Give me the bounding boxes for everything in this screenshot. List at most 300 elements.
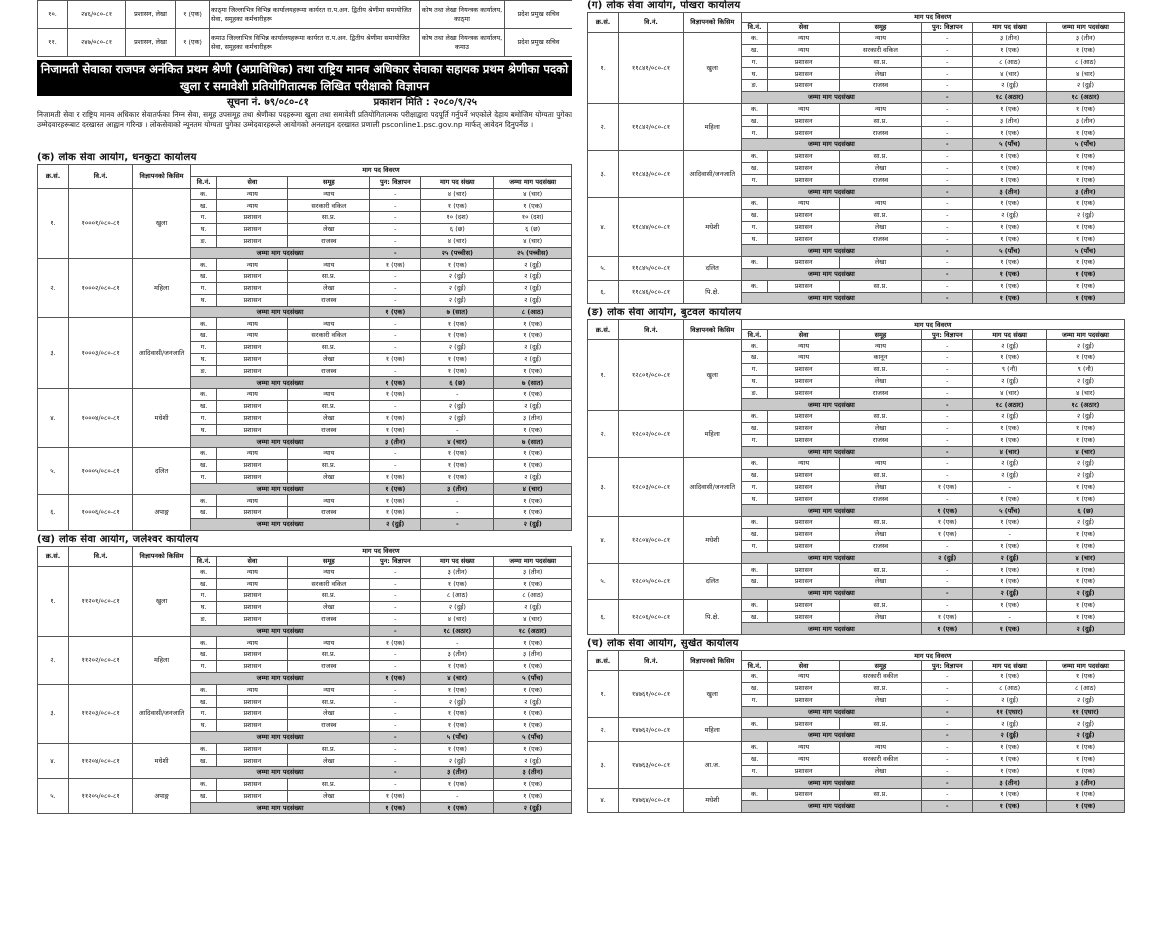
total-count-cell: ४ (चार)	[494, 613, 572, 625]
total-post-count: १८ (अठार)	[973, 399, 1047, 411]
table-row	[588, 718, 1125, 730]
group-cell: लेखा	[839, 68, 921, 80]
table-row	[38, 779, 572, 791]
total-count-cell: २ (दुई)	[1046, 80, 1124, 92]
post-count-cell: १ (एक)	[973, 280, 1047, 292]
group-type: मधेशी	[133, 743, 191, 778]
total-label: जम्मा माग पदसंख्या	[190, 306, 369, 318]
total-count-cell: २ (दुई)	[1046, 411, 1124, 423]
notice-number: सूचना नं. ७९/०८०-८१	[227, 97, 309, 108]
header-sub-number: वि.नं.	[190, 556, 217, 566]
header-post-count: माग पद संख्या	[973, 661, 1047, 671]
service-cell: प्रशासन	[217, 235, 288, 247]
header-readvertise: पुन: विज्ञापन	[922, 661, 973, 671]
group-serial: ३.	[38, 684, 69, 743]
sub-number-cell: ख.	[190, 400, 217, 412]
header-total-count: जम्मा माग पदसंख्या	[494, 176, 572, 188]
service-cell: प्रशासन	[768, 209, 839, 221]
sub-number-cell: क.	[741, 150, 768, 162]
total-count-cell: ८ (आठ)	[494, 590, 572, 602]
service-cell: न्याय	[768, 198, 839, 210]
total-count-cell: १ (एक)	[1046, 221, 1124, 233]
group-cell: राजस्व	[839, 127, 921, 139]
header-post-count: माग पद संख्या	[421, 556, 494, 566]
group-type: आदिवासी/जनजाति	[133, 318, 191, 389]
group-ad-number: १०००३/०८०-८१	[69, 318, 133, 389]
group-cell: राजस्व	[288, 613, 370, 625]
total-total-count: ११ (एघार)	[1046, 706, 1124, 718]
header-post-count: माग पद संख्या	[973, 330, 1047, 340]
post-count-cell: -	[421, 424, 494, 436]
previous-notice-row	[38, 1, 573, 29]
total-post-count: ३ (तीन)	[421, 483, 494, 495]
group-type: महिला	[133, 259, 191, 318]
post-count-cell: १ (एक)	[421, 318, 494, 330]
total-readvertise: १ (एक)	[370, 483, 421, 495]
group-ad-number: १०००४/०८०-८१	[69, 389, 133, 448]
readvertise-cell: -	[370, 223, 421, 235]
total-readvertise: -	[922, 91, 973, 103]
readvertise-cell: -	[922, 280, 973, 292]
total-readvertise: -	[922, 777, 973, 789]
post-count-cell: १ (एक)	[421, 661, 494, 673]
group-ad-number: ११२०१/०८०-८१	[69, 566, 133, 637]
total-count-cell: १ (एक)	[494, 448, 572, 460]
total-readvertise: -	[370, 247, 421, 259]
total-label: जम्मा माग पदसंख्या	[741, 268, 921, 280]
group-cell: न्याय	[288, 448, 370, 460]
readvertise-cell: १ (एक)	[370, 637, 421, 649]
group-type: अपाङ्ग	[133, 779, 191, 814]
office-table-butwal	[587, 319, 1125, 635]
post-count-cell: २ (दुई)	[973, 209, 1047, 221]
group-cell: न्याय	[839, 340, 921, 352]
group-cell: सा.प्र.	[839, 411, 921, 423]
total-count-cell: १ (एक)	[494, 661, 572, 673]
sub-number-cell: क.	[190, 318, 217, 330]
table-row	[588, 340, 1125, 352]
readvertise-cell: -	[922, 470, 973, 482]
total-label: जम्मा माग पदसंख्या	[741, 706, 921, 718]
total-readvertise: -	[922, 588, 973, 600]
service-cell: प्रशासन	[217, 294, 288, 306]
group-type: मधेशी	[133, 389, 191, 448]
service-cell: प्रशासन	[217, 471, 288, 483]
total-count-cell: २ (दुई)	[494, 353, 572, 365]
group-type: आदिवासी/जनजाति	[133, 684, 191, 743]
total-count-cell: २ (दुई)	[494, 271, 572, 283]
readvertise-cell: -	[922, 765, 973, 777]
service-cell: प्रशासन	[217, 696, 288, 708]
sub-number-cell: ख.	[190, 507, 217, 519]
sub-number-cell: ख.	[741, 115, 768, 127]
total-post-count: ५ (पाँच)	[421, 731, 494, 743]
service-cell: प्रशासन	[768, 375, 839, 387]
group-cell: सा.प्र.	[839, 150, 921, 162]
group-ad-number: ११२०५/०८०-८१	[69, 779, 133, 814]
group-ad-number: ११८४६/०८०-८१	[619, 280, 684, 304]
group-ad-number: ११८४५/०८०-८१	[619, 257, 684, 281]
service-cell: न्याय	[768, 753, 839, 765]
section-title-dhankuta: (क) लोक सेवा आयोग, धनकुटा कार्यालय	[37, 152, 197, 163]
total-label: जम्मा माग पदसंख्या	[741, 186, 921, 198]
section-title-butwal: (ङ) लोक सेवा आयोग, बुटवल कार्यालय	[587, 307, 742, 319]
total-post-count: ५ (पाँच)	[973, 505, 1047, 517]
post-count-cell: १ (एक)	[421, 330, 494, 342]
total-post-count: ७ (सात)	[421, 306, 494, 318]
group-cell: राजस्व	[288, 661, 370, 673]
total-post-count: १८ (अठार)	[421, 625, 494, 637]
sub-number-cell: क.	[190, 566, 217, 578]
total-count-cell: १ (एक)	[1046, 422, 1124, 434]
group-serial: ४.	[588, 517, 619, 564]
post-count-cell: १ (एक)	[421, 353, 494, 365]
readvertise-cell: -	[922, 115, 973, 127]
service-cell: प्रशासन	[768, 789, 839, 801]
total-readvertise: १ (एक)	[370, 672, 421, 684]
group-cell: लेखा	[839, 765, 921, 777]
group-cell: सा.प्र.	[839, 599, 921, 611]
total-count-cell: १ (एक)	[1046, 599, 1124, 611]
readvertise-cell: -	[922, 198, 973, 210]
sub-number-cell: ख.	[741, 529, 768, 541]
group-cell: कानून	[839, 352, 921, 364]
group-cell: सा.प्र.	[839, 280, 921, 292]
group-type: खुला	[133, 188, 191, 259]
total-count-cell: ४ (चार)	[1046, 68, 1124, 80]
total-readvertise: -	[922, 292, 973, 304]
group-serial: ३.	[38, 318, 69, 389]
post-count-cell: १ (एक)	[421, 471, 494, 483]
post-count-cell: ३ (तीन)	[973, 115, 1047, 127]
total-total-count: ७ (सात)	[494, 377, 572, 389]
group-ad-number: ११८४३/०८०-८१	[619, 150, 684, 197]
table-row	[588, 33, 1125, 45]
readvertise-cell: -	[922, 458, 973, 470]
post-count-cell: १ (एक)	[973, 599, 1047, 611]
sub-number-cell: घ.	[190, 424, 217, 436]
group-cell: सा.प्र.	[288, 590, 370, 602]
total-count-cell: ४ (चार)	[494, 188, 572, 200]
service-cell: न्याय	[217, 318, 288, 330]
sub-number-cell: ख.	[741, 162, 768, 174]
total-count-cell: १ (एक)	[494, 459, 572, 471]
total-post-count: १ (एक)	[973, 623, 1047, 635]
readvertise-cell: -	[370, 294, 421, 306]
service-cell: प्रशासन	[768, 387, 839, 399]
post-count-cell: १ (एक)	[973, 44, 1047, 56]
group-cell: राजस्व	[839, 174, 921, 186]
sub-number-cell: ग.	[741, 694, 768, 706]
table-row	[588, 599, 1125, 611]
sub-number-cell: क.	[741, 458, 768, 470]
total-readvertise: १ (एक)	[370, 802, 421, 814]
total-count-cell: १ (एक)	[494, 637, 572, 649]
group-type: महिला	[683, 718, 741, 742]
sub-number-cell: ग.	[190, 412, 217, 424]
total-count-cell: १ (एक)	[494, 708, 572, 720]
post-count-cell: ८ (आठ)	[421, 590, 494, 602]
table-row	[38, 637, 572, 649]
post-count-cell: १ (एक)	[421, 743, 494, 755]
header-readvertise: पुन: विज्ञापन	[370, 556, 421, 566]
sub-number-cell: क.	[741, 411, 768, 423]
group-serial: २.	[38, 259, 69, 318]
header-total-count: जम्मा माग पदसंख्या	[1046, 661, 1124, 671]
group-cell: लेखा	[839, 576, 921, 588]
service-cell: प्रशासन	[768, 233, 839, 245]
total-count-cell: १ (एक)	[1046, 481, 1124, 493]
group-cell: न्याय	[288, 684, 370, 696]
service-cell: प्रशासन	[768, 280, 839, 292]
group-cell: न्याय	[288, 188, 370, 200]
header-readvertise: पुन: विज्ञापन	[370, 176, 421, 188]
post-count-cell: १ (एक)	[421, 259, 494, 271]
total-post-count: १ (एक)	[421, 802, 494, 814]
service-cell: प्रशासन	[217, 223, 288, 235]
sub-number-cell: क.	[190, 684, 217, 696]
service-cell: प्रशासन	[217, 613, 288, 625]
group-serial: ६.	[588, 280, 619, 304]
header-serial: क्र.सं.	[588, 13, 619, 33]
total-count-cell: ६ (छ)	[494, 223, 572, 235]
post-count-cell: -	[421, 507, 494, 519]
table-row	[38, 318, 572, 330]
post-count-cell: २ (दुई)	[421, 696, 494, 708]
sub-number-cell: ङ.	[190, 613, 217, 625]
header-ad-number: वि.नं.	[619, 651, 684, 671]
total-total-count: २ (दुई)	[494, 802, 572, 814]
total-total-count: ४ (चार)	[494, 483, 572, 495]
readvertise-cell: -	[922, 411, 973, 423]
office-cell: कोष तथा लेखा नियन्त्रक कार्यालय, कमाउ	[420, 29, 505, 57]
header-type: विज्ञापनको किसिम	[133, 165, 191, 189]
group-serial: ५.	[588, 564, 619, 599]
total-count-cell: ४ (चार)	[1046, 387, 1124, 399]
service-cell: प्रशासन	[217, 353, 288, 365]
readvertise-cell: १ (एक)	[922, 611, 973, 623]
total-post-count: ११ (एघार)	[973, 706, 1047, 718]
header-post-details: माग पद विवरण	[741, 13, 1124, 23]
service-cell: प्रशासन	[217, 212, 288, 224]
post-count-cell: १ (एक)	[973, 150, 1047, 162]
post-count-cell: ९ (नौ)	[973, 363, 1047, 375]
post-count-cell: -	[973, 481, 1047, 493]
group-cell: न्याय	[288, 389, 370, 401]
readvertise-cell: -	[922, 493, 973, 505]
group-type: मधेशी	[683, 198, 741, 257]
group-serial: ५.	[38, 779, 69, 814]
post-count-cell: २ (दुई)	[973, 470, 1047, 482]
group-serial: ४.	[38, 743, 69, 778]
total-total-count: ७ (सात)	[494, 436, 572, 448]
header-ad-number: वि.नं.	[69, 546, 133, 566]
group-ad-number: १२८०१/०८०-८१	[619, 340, 684, 411]
table-row	[38, 448, 572, 460]
total-post-count: २ (दुई)	[973, 552, 1047, 564]
total-count-cell: १ (एक)	[494, 330, 572, 342]
group-cell: न्याय	[839, 458, 921, 470]
total-count-cell: २ (दुई)	[1046, 470, 1124, 482]
sub-number-cell: ख.	[741, 753, 768, 765]
post-count-cell: २ (दुई)	[973, 375, 1047, 387]
post-count-cell: -	[421, 790, 494, 802]
table-row	[38, 495, 572, 507]
group-cell: सा.प्र.	[288, 649, 370, 661]
total-count-cell: १ (एक)	[494, 507, 572, 519]
readvertise-cell: -	[370, 318, 421, 330]
group-cell: सा.प्र.	[288, 271, 370, 283]
sub-number-cell: ङ.	[190, 365, 217, 377]
table-row	[588, 150, 1125, 162]
sub-number-cell: क.	[741, 671, 768, 683]
sub-number-cell: क.	[190, 779, 217, 791]
group-cell: लेखा	[288, 353, 370, 365]
post-count-cell: २ (दुई)	[973, 458, 1047, 470]
sub-number-cell: ङ.	[741, 387, 768, 399]
group-cell: राजस्व	[288, 424, 370, 436]
total-readvertise: -	[922, 268, 973, 280]
post-count-cell: १ (एक)	[973, 517, 1047, 529]
sub-number-cell: घ.	[190, 353, 217, 365]
header-readvertise: पुन: विज्ञापन	[922, 23, 973, 33]
total-count-cell: ३ (तीन)	[494, 649, 572, 661]
office-cell: कोष तथा लेखा नियन्त्रक कार्यालय, काठ्मा	[420, 1, 505, 29]
total-readvertise: -	[922, 730, 973, 742]
service-cell: प्रशासन	[768, 683, 839, 695]
total-count-cell: १ (एक)	[1046, 150, 1124, 162]
service-cell: प्रशासन	[217, 743, 288, 755]
total-count-cell: १ (एक)	[1046, 280, 1124, 292]
post-count-cell: ४ (चार)	[421, 235, 494, 247]
group-ad-number: १२८०६/०८०-८१	[619, 599, 684, 634]
total-count-cell: १ (एक)	[1046, 564, 1124, 576]
group-cell: न्याय	[839, 742, 921, 754]
header-total-count: जम्मा माग पदसंख्या	[1046, 330, 1124, 340]
total-label: जम्मा माग पदसंख्या	[190, 436, 369, 448]
total-readvertise: -	[922, 139, 973, 151]
readvertise-cell: -	[370, 341, 421, 353]
group-cell: लेखा	[839, 694, 921, 706]
service-cell: न्याय	[768, 458, 839, 470]
group-ad-number: ११८४२/०८०-८१	[619, 103, 684, 150]
post-count-cell: १ (एक)	[973, 540, 1047, 552]
sub-number-cell: ग.	[190, 341, 217, 353]
group-cell: लेखा	[839, 422, 921, 434]
total-total-count: ४ (चार)	[1046, 552, 1124, 564]
group-cell: सरकारी वकिल	[288, 200, 370, 212]
service-cell: प्रशासन	[768, 564, 839, 576]
sub-number-cell: ङ.	[190, 235, 217, 247]
sub-number-cell: क.	[741, 742, 768, 754]
post-count-cell: १ (एक)	[421, 459, 494, 471]
total-total-count: ३ (तीन)	[1046, 777, 1124, 789]
service-cell: न्याय	[217, 495, 288, 507]
post-count-cell: १ (एक)	[973, 765, 1047, 777]
group-cell: लेखा	[839, 529, 921, 541]
sub-number-cell: ख.	[741, 611, 768, 623]
readvertise-cell: -	[370, 459, 421, 471]
total-count-cell: १ (एक)	[1046, 765, 1124, 777]
sub-number-cell: ग.	[741, 363, 768, 375]
post-count-cell: १ (एक)	[973, 422, 1047, 434]
total-count-cell: १ (एक)	[1046, 789, 1124, 801]
total-count-cell: १ (एक)	[494, 495, 572, 507]
table-row	[588, 198, 1125, 210]
service-cell: प्रशासन	[217, 341, 288, 353]
total-post-count: १ (एक)	[973, 801, 1047, 813]
total-count-cell: २ (दुई)	[494, 471, 572, 483]
readvertise-cell: -	[922, 540, 973, 552]
group-ad-number: ११२०३/०८०-८१	[69, 684, 133, 743]
total-count-cell: १ (एक)	[494, 790, 572, 802]
readvertise-cell: १ (एक)	[922, 517, 973, 529]
post-count-cell: १ (एक)	[973, 742, 1047, 754]
group-cell: न्याय	[839, 198, 921, 210]
service-cell: प्रशासन	[217, 400, 288, 412]
total-count-cell: २ (दुई)	[1046, 694, 1124, 706]
sub-number-cell: ख.	[190, 459, 217, 471]
sub-number-cell: ख.	[741, 576, 768, 588]
table-row	[588, 517, 1125, 529]
group-type: आ.ज.	[683, 742, 741, 789]
sub-number-cell: ग.	[190, 661, 217, 673]
group-type: दलित	[133, 448, 191, 495]
post-count-cell: १ (एक)	[176, 29, 210, 57]
post-count-cell: १ (एक)	[973, 352, 1047, 364]
readvertise-cell: १ (एक)	[370, 495, 421, 507]
total-count-cell: १ (एक)	[1046, 434, 1124, 446]
advertisement-banner: निजामती सेवाका राजपत्र अनंकित प्रथम श्रेणी (अप्राविधिक) तथा राष्ट्रिय मानव अधिकार सेवाका सहायक प्रथम श्रेणीका पदको खुला र समावेशी प्रतियोगितात्मक लिखित परीक्षाको विज्ञापन	[37, 60, 572, 96]
group-ad-number: १२८०२/०८०-८१	[619, 411, 684, 458]
total-count-cell: ८ (आठ)	[1046, 56, 1124, 68]
readvertise-cell: -	[922, 387, 973, 399]
group-cell: सा.प्र.	[288, 341, 370, 353]
header-service: सेवा	[768, 23, 839, 33]
total-post-count: २५ (पच्चीस)	[421, 247, 494, 259]
service-cell: न्याय	[217, 684, 288, 696]
post-count-cell: १ (एक)	[973, 257, 1047, 269]
total-label: जम्मा माग पदसंख्या	[741, 139, 921, 151]
group-cell: सरकारी वकिल	[839, 44, 921, 56]
total-total-count: २५ (पच्चीस)	[494, 247, 572, 259]
group-cell: लेखा	[288, 282, 370, 294]
total-readvertise: २ (दुई)	[370, 518, 421, 530]
total-count-cell: १ (एक)	[1046, 198, 1124, 210]
post-count-cell: १ (एक)	[973, 493, 1047, 505]
total-readvertise: -	[922, 446, 973, 458]
readvertise-cell: -	[370, 365, 421, 377]
header-post-details: माग पद विवरण	[741, 651, 1124, 661]
service-cell: न्याय	[768, 340, 839, 352]
readvertise-cell: -	[922, 233, 973, 245]
group-type: खुला	[683, 340, 741, 411]
total-total-count: १ (एक)	[1046, 292, 1124, 304]
serial-cell: १०.	[38, 1, 68, 29]
total-count-cell: १ (एक)	[494, 424, 572, 436]
group-type: खुला	[133, 566, 191, 637]
table-row	[38, 259, 572, 271]
readvertise-cell: १ (एक)	[370, 353, 421, 365]
ad-number-cell: २४७/०८०-८१	[68, 29, 126, 57]
post-count-cell: २ (दुई)	[973, 718, 1047, 730]
post-count-cell: १ (एक)	[973, 564, 1047, 576]
total-count-cell: २ (दुई)	[494, 259, 572, 271]
total-count-cell: १ (एक)	[494, 389, 572, 401]
post-count-cell: ४ (चार)	[421, 613, 494, 625]
total-count-cell: ३ (तीन)	[1046, 115, 1124, 127]
total-total-count: ८ (आठ)	[494, 306, 572, 318]
